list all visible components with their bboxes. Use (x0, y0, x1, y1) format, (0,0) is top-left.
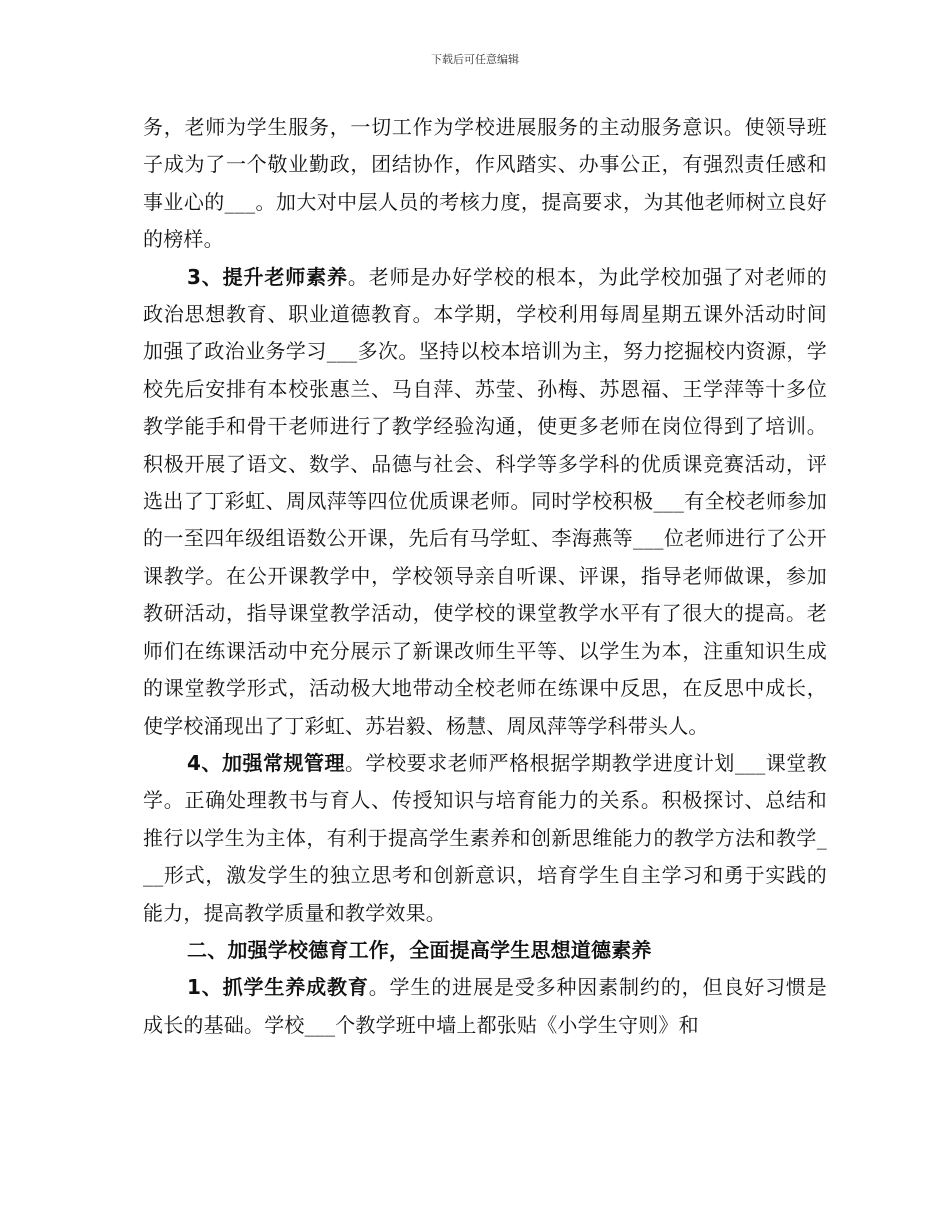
section-heading (143, 932, 827, 969)
paragraph-5-text: 。学生的进展是受多种因素制约的，但良好习惯是成长的基础。学校___个教学班中墙上都张贴《小学生守则》和 (143, 975, 827, 1037)
paragraph-2-lead: 3、提升老师素养 (187, 264, 348, 289)
paragraph-3 (143, 745, 827, 932)
paragraph-2-text: 。老师是办好学校的根本，为此学校加强了对老师的政治思想教育、职业道德教育。本学期，学校利用每周星期五课外活动时间加强了政治业务学习___多次。坚持以校本培训为主，努力挖掘校内资源，学校先后安排有本校张惠兰、马自萍、苏莹、孙梅、苏恩福、王学萍等十多位教学能手和骨干老师进行了教学经验沟通，使更多老师在岗位得到了培训。积极开展了语文、数学、品德与社会、科学等多学科的优质课竞赛活动，评选出了丁彩虹、周凤萍等四位优质课老师。同时学校积极___有全校老师参加的一至四年级组语数公开课，先后有马学虹、李海燕等___位老师进行了公开课教学。在公开课教学中，学校领导亲自听课、评课，指导老师做课，参加教研活动，指导课堂教学活动，使学校的课堂教学水平有了很大的提高。老师们在练课活动中充分展示了新课改师生平等、以学生为本，注重知识生成的课堂教学形式，活动极大地带动全校老师在练课中反思，在反思中成长，使学校涌现出了丁彩虹、苏岩毅、杨慧、周凤萍等学科带头人。 (143, 264, 827, 738)
paragraph-1 (143, 109, 827, 259)
paragraph-1-text: 务，老师为学生服务，一切工作为学校进展服务的主动服务意识。使领导班子成为了一个敬业勤政，团结协作，作风踏实、办事公正，有强烈责任感和事业心的___。加大对中层人员的考核力度，提高要求，为其他老师树立良好的榜样。 (143, 115, 827, 252)
section-heading-text: 二、加强学校德育工作，全面提高学生思想道德素养 (187, 937, 652, 962)
paragraph-5 (143, 969, 827, 1044)
page-header: 下载后可任意编辑 (431, 53, 519, 66)
paragraph-3-lead: 4、加强常规管理 (187, 750, 346, 775)
paragraph-3-text: 。学校要求老师严格根据学期教学进度计划___课堂教学。正确处理教书与育人、传授知识与培育能力的关系。积极探讨、总结和推行以学生为主体，有利于提高学生素养和创新思维能力的教学方法和教学___形式，激发学生的独立思考和创新意识，培育学生自主学习和勇于实践的能力，提高教学质量和教学效果。 (143, 750, 827, 925)
document-body (143, 109, 827, 1044)
paragraph-2 (143, 259, 827, 745)
paragraph-5-lead: 1、抓学生养成教育 (187, 975, 369, 1000)
